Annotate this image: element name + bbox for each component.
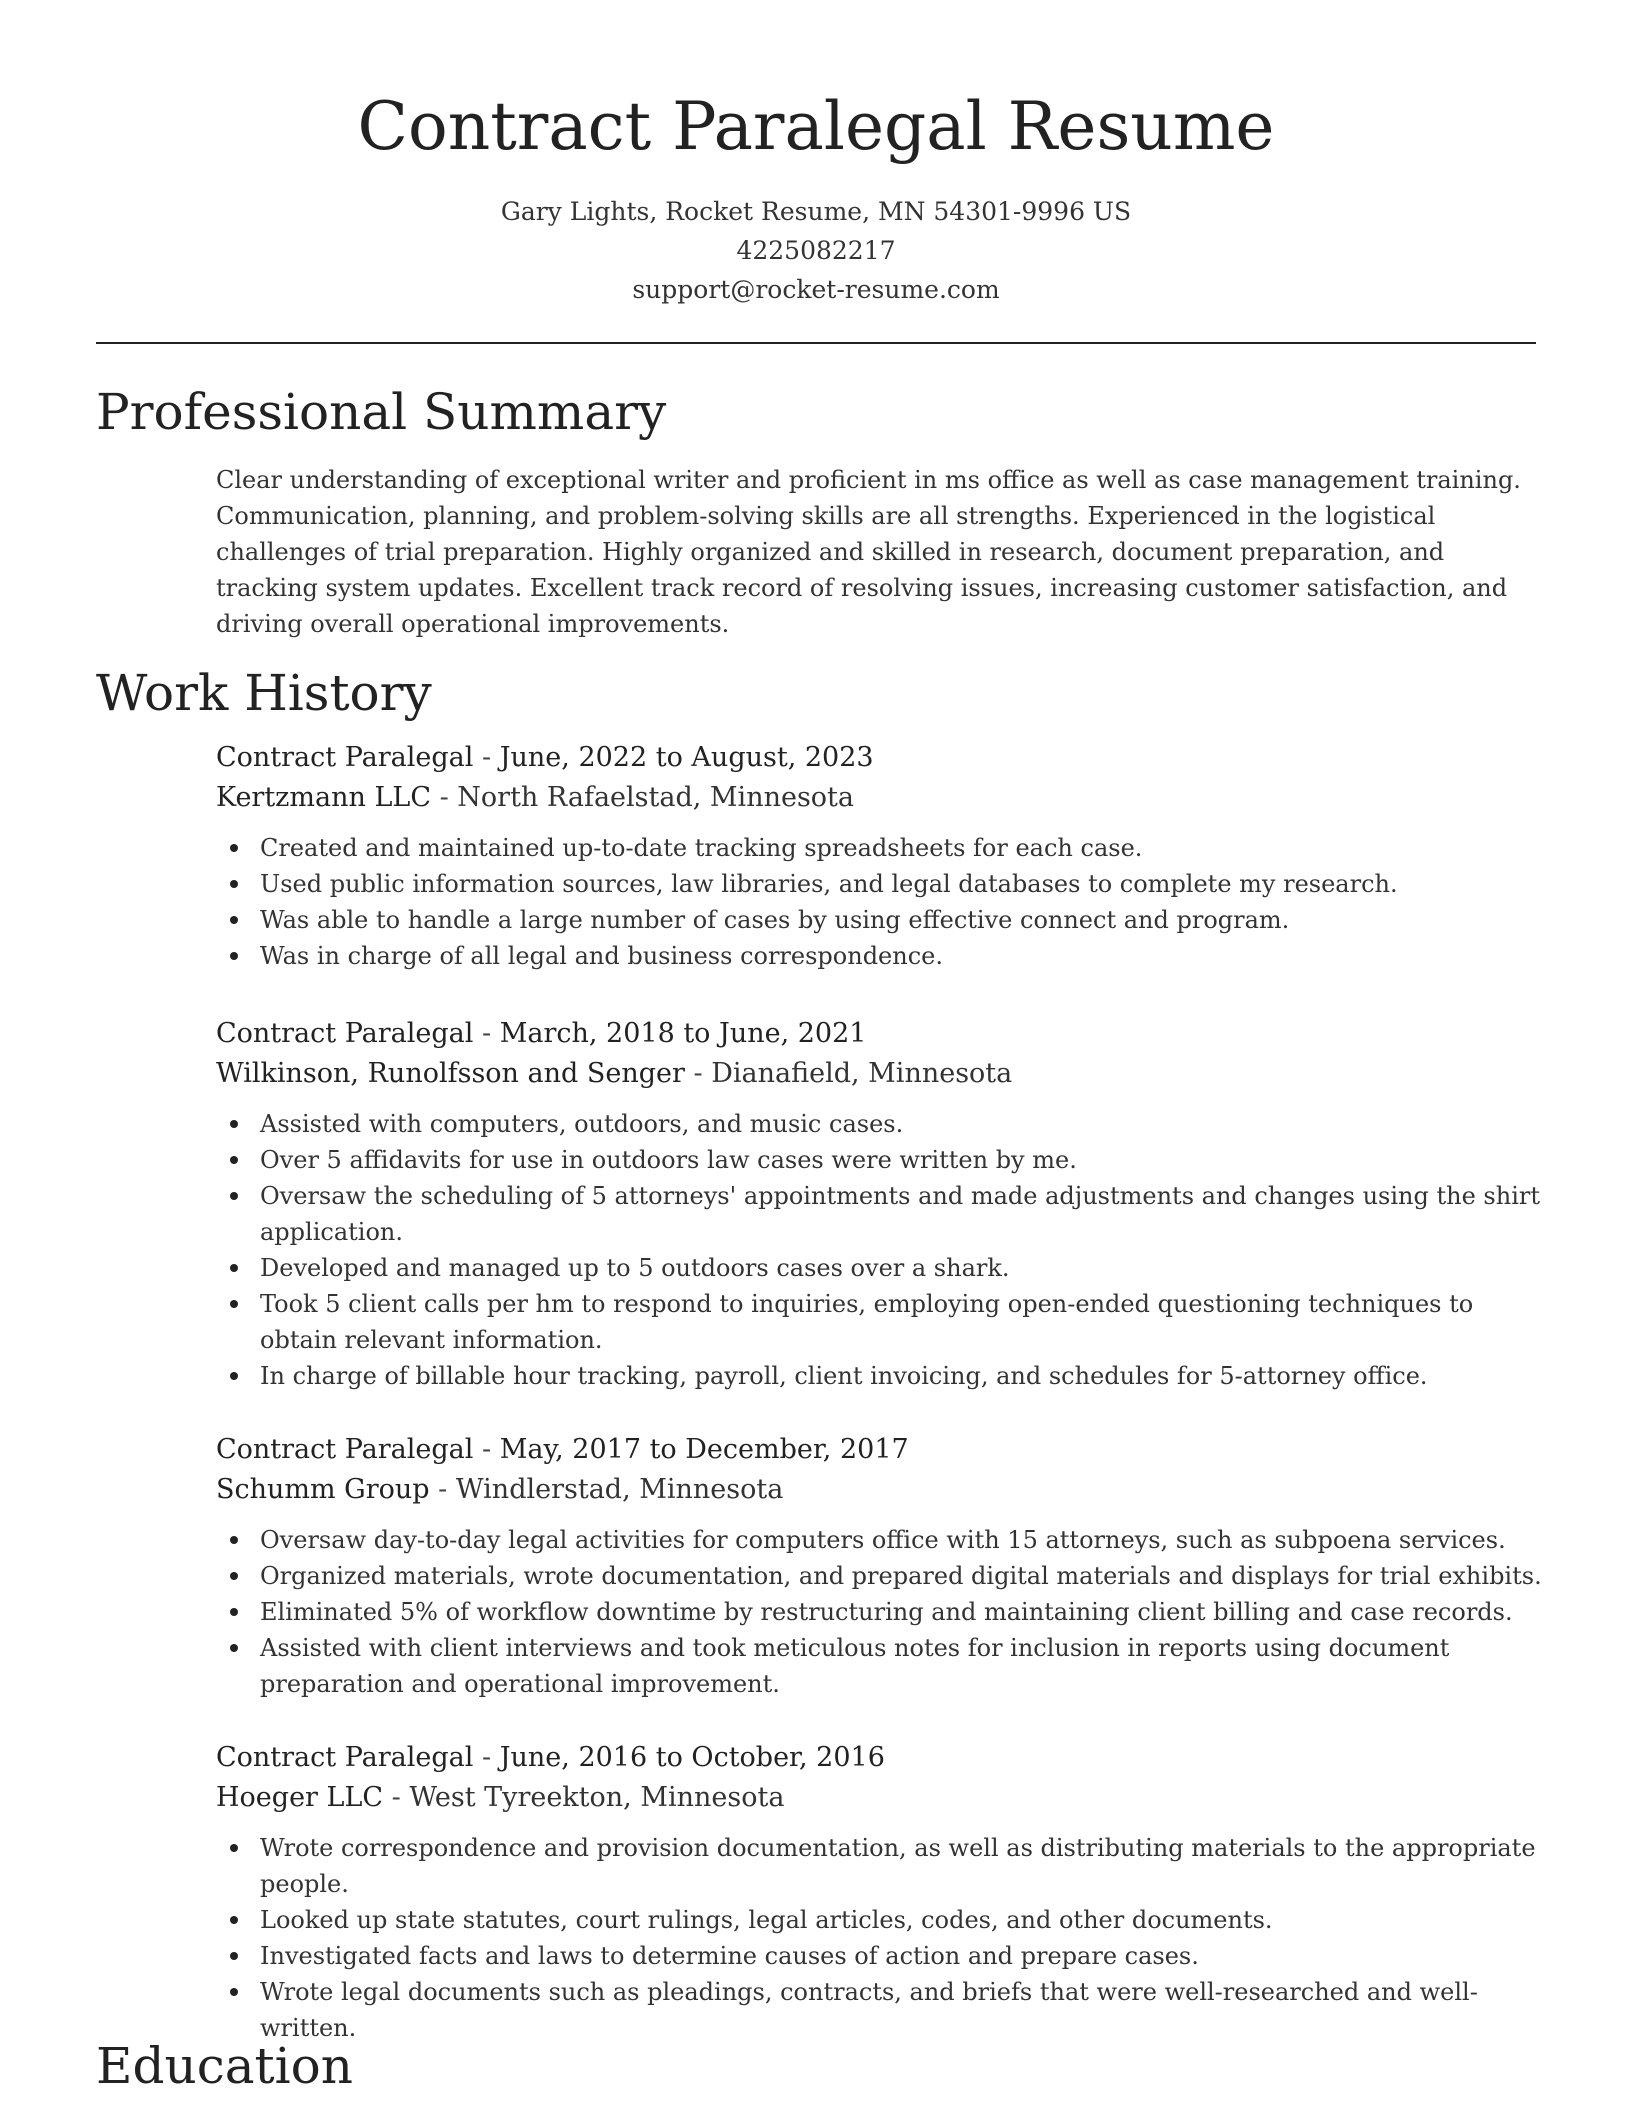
job-entry (216, 1014, 1546, 1394)
job-title-line: Contract Paralegal - June, 2022 to August, 2023 (216, 742, 874, 773)
job-dates: March, 2018 to June, 2021 (499, 1018, 867, 1049)
job-location: West Tyreekton, Minnesota (409, 1782, 785, 1813)
header-divider (96, 342, 1536, 344)
list-item: Used public information sources, law libraries, and legal databases to complete my research. (216, 866, 1546, 902)
bullet-dot (230, 952, 238, 960)
job-company: Kertzmann LLC (216, 782, 431, 813)
job-title-line: Contract Paralegal - June, 2016 to October, 2016 (216, 1742, 885, 1773)
summary-heading: Professional Summary (96, 383, 667, 441)
job-entry (216, 1430, 1546, 1702)
job-location: North Rafaelstad, Minnesota (457, 782, 855, 813)
job-dates: May, 2017 to December, 2017 (499, 1434, 909, 1465)
job-location: Dianafield, Minnesota (711, 1058, 1013, 1089)
list-item: Investigated facts and laws to determine causes of action and prepare cases. (216, 1938, 1546, 1974)
job-title-line: Contract Paralegal - May, 2017 to December, 2017 (216, 1434, 909, 1465)
job-company-line: Wilkinson, Runolfsson and Senger - Dianafield, Minnesota (216, 1058, 1013, 1089)
bullet-dot (230, 916, 238, 924)
job-bullets (216, 1830, 1546, 2046)
bullet-dot (230, 1572, 238, 1580)
job-title: Contract Paralegal (216, 1018, 474, 1049)
summary-text: Clear understanding of exceptional writer and proficient in ms office as well as case management training. Communication, planning, and problem-solving skills are all strengths. Experienced in the logistical challenges of trial preparation. Highly organized and skilled in research, document preparation, and tracking system updates. Excellent track record of resolving issues, increasing customer satisfaction, and driving overall operational improvements. (216, 466, 1521, 638)
bullet-dot (230, 1300, 238, 1308)
list-item: Organized materials, wrote documentation, and prepared digital materials and displays for trial exhibits. (216, 1558, 1546, 1594)
bullet-dot (230, 1916, 238, 1924)
job-bullets (216, 1522, 1546, 1702)
list-item: Developed and managed up to 5 outdoors cases over a shark. (216, 1250, 1546, 1286)
job-entry (216, 738, 1546, 974)
job-bullets (216, 830, 1546, 974)
list-item: Took 5 client calls per hm to respond to inquiries, employing open-ended questioning techniques to obtain relevant information. (216, 1286, 1546, 1358)
list-item: Was able to handle a large number of cases by using effective connect and program. (216, 902, 1546, 938)
bullet-dot (230, 880, 238, 888)
bullet-dot (230, 1120, 238, 1128)
list-item: Created and maintained up-to-date tracking spreadsheets for each case. (216, 830, 1546, 866)
job-title: Contract Paralegal (216, 1742, 474, 1773)
bullet-dot (230, 844, 238, 852)
job-company-line: Hoeger LLC - West Tyreekton, Minnesota (216, 1782, 785, 1813)
bullet-dot (230, 1192, 238, 1200)
list-item: Over 5 affidavits for use in outdoors law cases were written by me. (216, 1142, 1546, 1178)
bullet-dot (230, 1608, 238, 1616)
list-item: Was in charge of all legal and business correspondence. (216, 938, 1546, 974)
list-item: Assisted with computers, outdoors, and music cases. (216, 1106, 1546, 1142)
bullet-dot (230, 1372, 238, 1380)
work-history-heading: Work History (96, 664, 432, 722)
job-company: Schumm Group (216, 1474, 430, 1505)
resume-title: Contract Paralegal Resume (357, 88, 1275, 165)
list-item: Eliminated 5% of workflow downtime by restructuring and maintaining client billing and case records. (216, 1594, 1546, 1630)
job-location: Windlerstad, Minnesota (455, 1474, 784, 1505)
bullet-dot (230, 1644, 238, 1652)
list-item: Wrote legal documents such as pleadings, contracts, and briefs that were well-researched and well-written. (216, 1974, 1546, 2046)
list-item: In charge of billable hour tracking, payroll, client invoicing, and schedules for 5-attorney office. (216, 1358, 1546, 1394)
contact-phone: 4225082217 (736, 236, 896, 265)
list-item: Wrote correspondence and provision documentation, as well as distributing materials to the appropriate people. (216, 1830, 1546, 1902)
list-item: Assisted with client interviews and took meticulous notes for inclusion in reports using document preparation and operational improvement. (216, 1630, 1546, 1702)
job-title: Contract Paralegal (216, 742, 474, 773)
job-title: Contract Paralegal (216, 1434, 474, 1465)
list-item: Oversaw day-to-day legal activities for computers office with 15 attorneys, such as subpoena services. (216, 1522, 1546, 1558)
job-bullets (216, 1106, 1546, 1394)
contact-email: support@rocket-resume.com (632, 275, 1000, 304)
contact-block (0, 192, 1632, 309)
education-heading: Education (96, 2037, 353, 2095)
job-title-line: Contract Paralegal - March, 2018 to June, 2021 (216, 1018, 867, 1049)
job-company: Hoeger LLC (216, 1782, 384, 1813)
job-company-line: Schumm Group - Windlerstad, Minnesota (216, 1474, 784, 1505)
bullet-dot (230, 1156, 238, 1164)
bullet-dot (230, 1264, 238, 1272)
list-item: Oversaw the scheduling of 5 attorneys' appointments and made adjustments and changes using the shirt application. (216, 1178, 1546, 1250)
job-company-line: Kertzmann LLC - North Rafaelstad, Minnesota (216, 782, 855, 813)
bullet-dot (230, 1952, 238, 1960)
job-company: Wilkinson, Runolfsson and Senger (216, 1058, 685, 1089)
bullet-dot (230, 1844, 238, 1852)
contact-address: Gary Lights, Rocket Resume, MN 54301-9996 US (500, 197, 1132, 226)
bullet-dot (230, 1536, 238, 1544)
bullet-dot (230, 1988, 238, 1996)
job-entry (216, 1738, 1546, 2046)
job-dates: June, 2016 to October, 2016 (499, 1742, 885, 1773)
list-item: Looked up state statutes, court rulings, legal articles, codes, and other documents. (216, 1902, 1546, 1938)
job-dates: June, 2022 to August, 2023 (499, 742, 874, 773)
